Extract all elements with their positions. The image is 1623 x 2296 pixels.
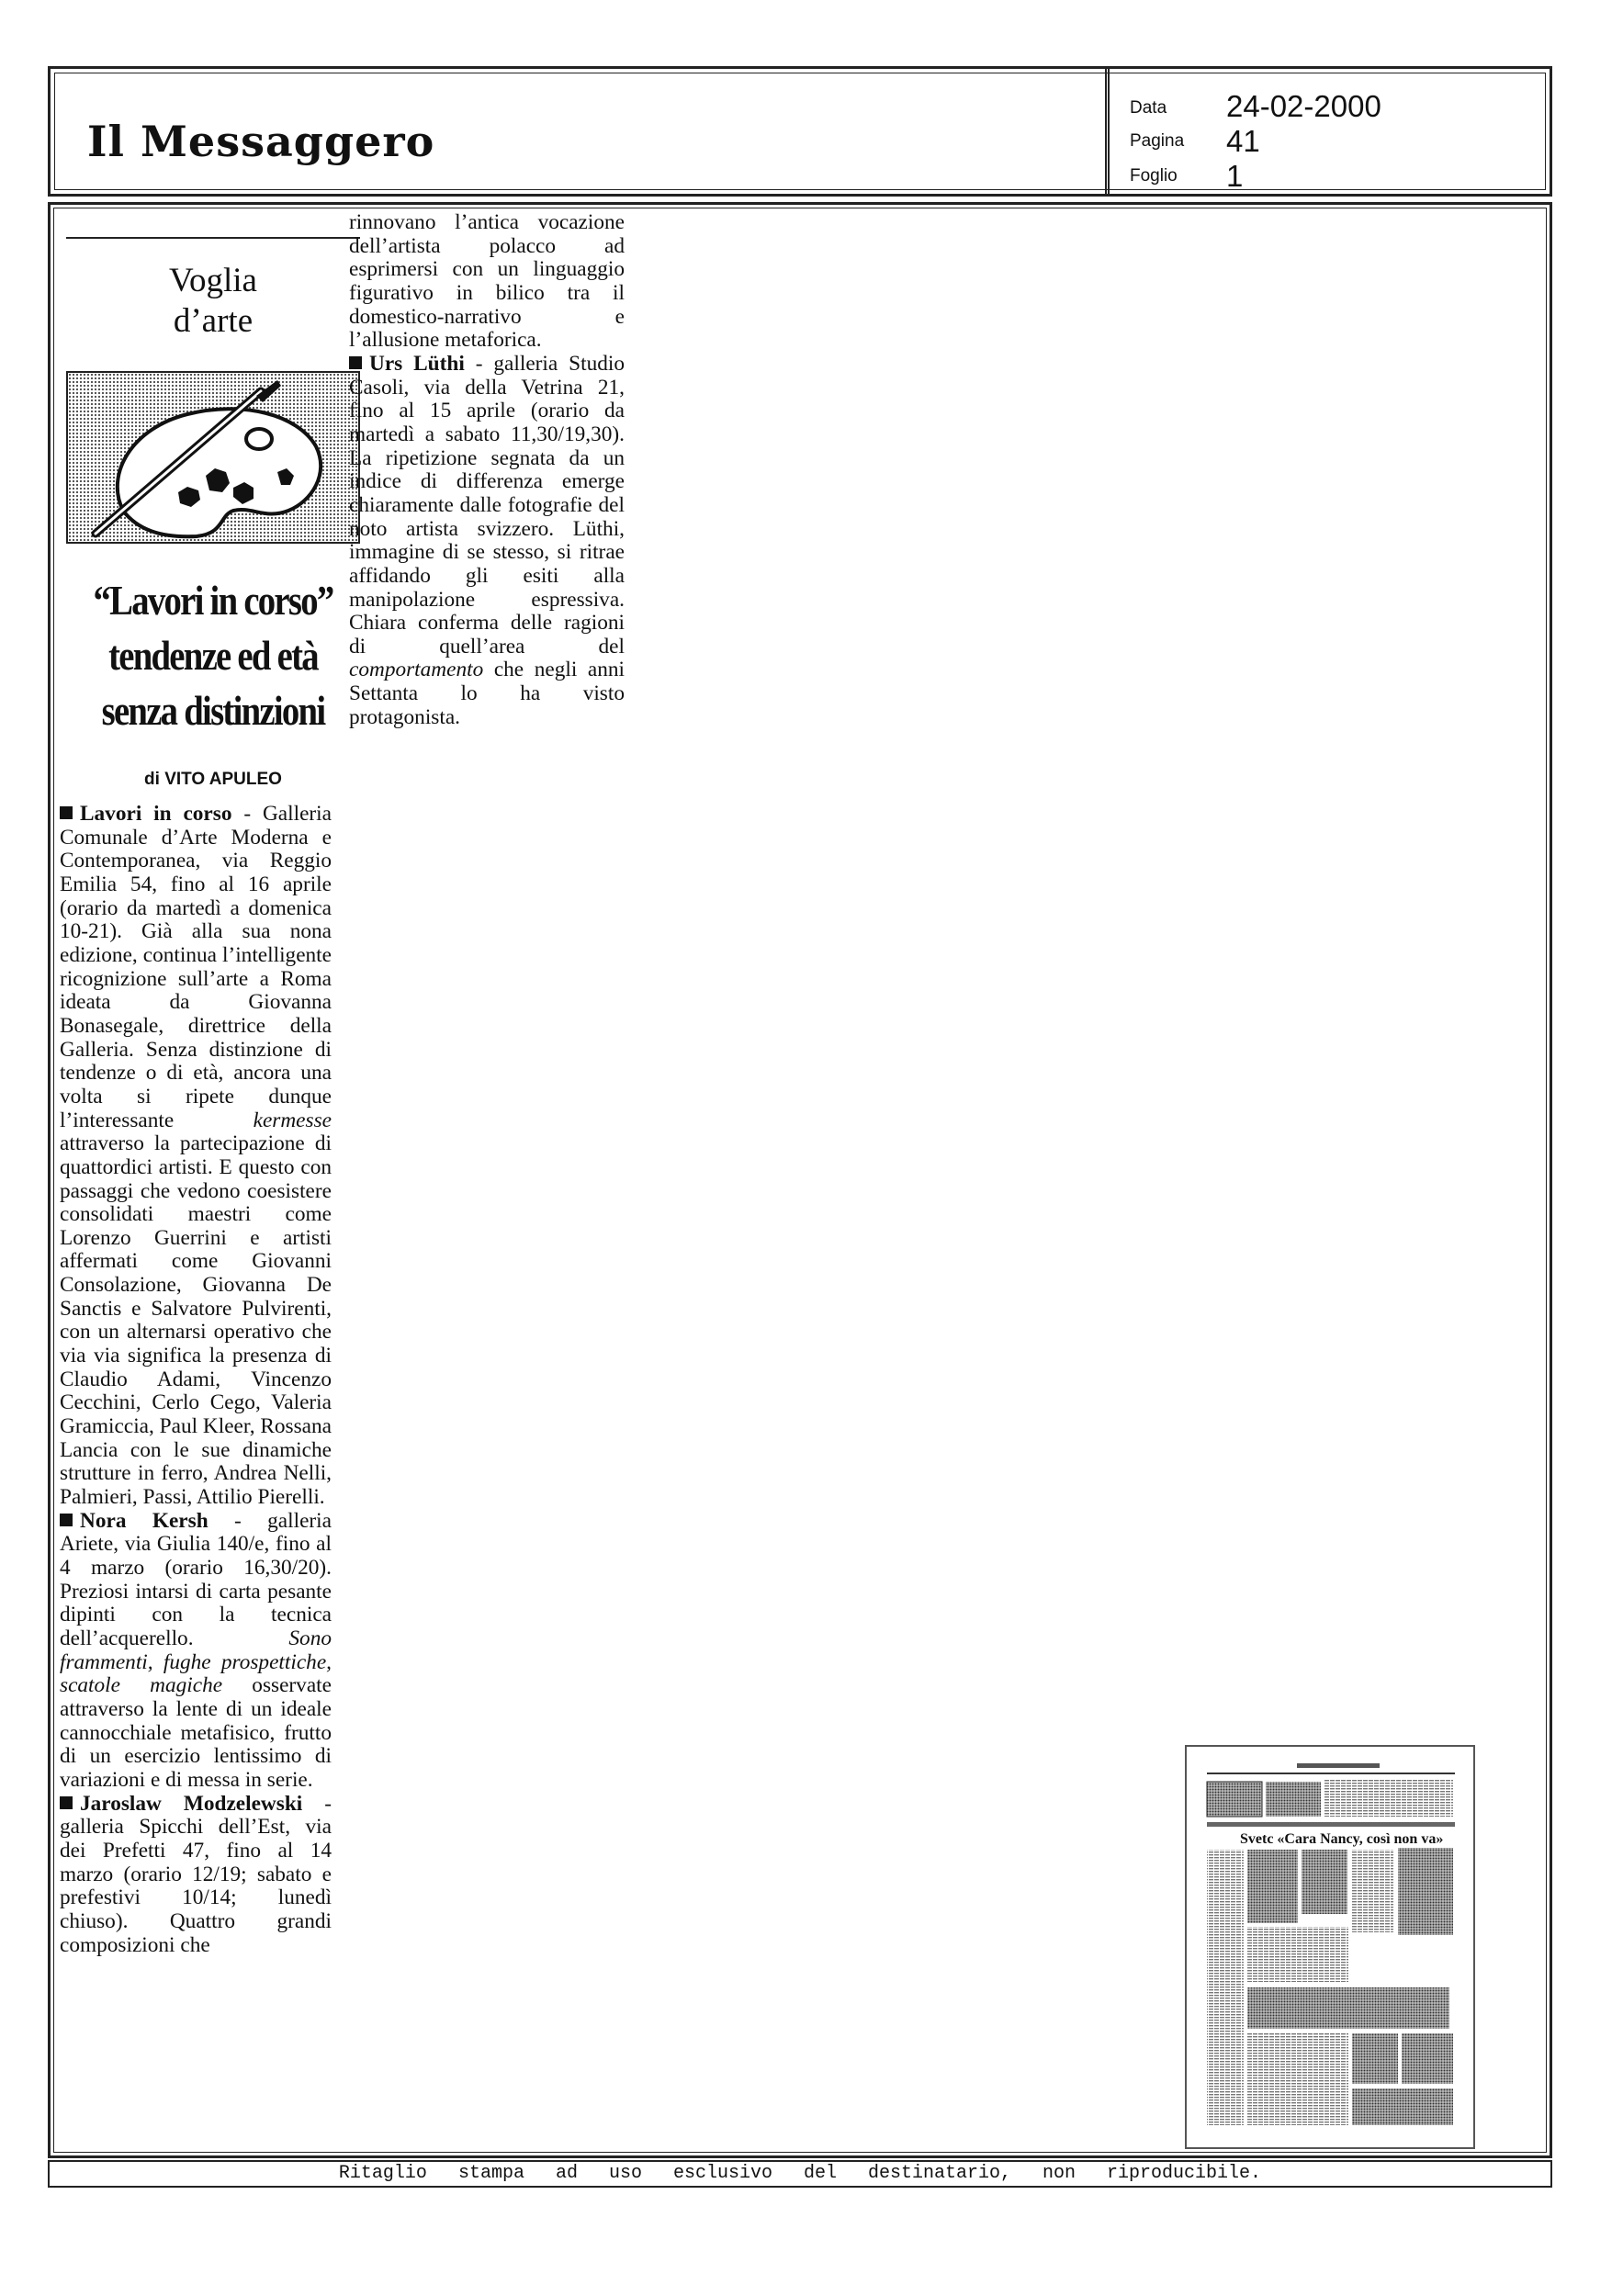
paragraph-nora-kersh <box>60 1510 332 1793</box>
meta-page-value: 41 <box>1226 124 1260 158</box>
square-bullet-icon <box>60 806 73 819</box>
square-bullet-icon <box>60 1514 73 1526</box>
clipping-footer-notice: Ritaglio stampa ad uso esclusivo del destinatario, non riproducibile. <box>48 2160 1552 2188</box>
paragraph-text: attraverso la partecipazione di quattordici artisti. E questo con passaggi che vedono coesistere consolidati maestri come Lorenzo Guerrini e artisti affermati come Giovanni Consolazione, Giovanna De Sanctis e Salvatore Pulvirenti, con un alternarsi operativo che via via significa la presenza di Claudio Adami, Vincenzo Cecchini, Cerlo Cego, Valeria Gramiccia, Paul Kleer, Rossana Lancia con le sue dinamiche strutture in ferro, Andrea Nelli, Palmieri, Passi, Attilio Pierelli. <box>60 1131 332 1510</box>
newspaper-masthead: Il Messaggero <box>87 117 435 166</box>
headline-line-1: “Lavori in corso” <box>93 578 333 624</box>
paragraph-italic: kermesse <box>253 1108 332 1132</box>
rubric-title <box>66 261 360 342</box>
paragraph-italic: comportamento <box>349 658 484 682</box>
paragraph-text: osservate attraverso la lente di un ideale cannocchiale metafisico, frutto di un esercizio lentissimo di variazioni e di messa in serie. <box>60 1673 332 1792</box>
meta-sheet-value: 1 <box>1226 159 1244 193</box>
headline-line-3: senza distinzioni <box>101 688 325 734</box>
article-headline <box>79 573 347 738</box>
paragraph-text: - galleria Ariete, via Giulia 140/e, fino al 4 marzo (orario 16,30/20). Preziosi intarsi di carta pesante dipinti con la tecnica dell’acquerello. <box>60 1508 332 1650</box>
paragraph-title: Nora Kersh <box>80 1508 209 1533</box>
meta-page-label: Pagina <box>1130 131 1185 151</box>
meta-sheet-label: Foglio <box>1130 166 1178 186</box>
article-column-2 <box>349 211 625 729</box>
headline-line-2: tendenze ed età <box>108 633 318 679</box>
paragraph-title: Lavori in corso <box>80 802 232 826</box>
paragraph-text: - galleria Spicchi dell’Est, via dei Prefetti 47, fino al 14 marzo (orario 12/19; sabato e prefestivi 10/14; lunedì chiuso). Quattro grandi composizioni che <box>60 1791 332 1957</box>
newspaper-page-thumbnail-icon <box>1185 1745 1475 2149</box>
meta-date-label: Data <box>1130 98 1167 118</box>
palette-brush-icon <box>66 371 360 544</box>
paragraph-text: - galleria Studio Casoli, via della Vetrina 21, fino al 15 aprile (orario da martedì a sabato 11,30/19,30). La ripetizione segnata da un indice di differenza emerge chiaramente dalle fotografie del noto artista svizzero. Lüthi, immagine di se stesso, si ritrae affidando gli esiti alla manipolazione espressiva. Chiara conferma delle ragioni di quell’area del <box>349 351 625 658</box>
paragraph-text: - Galleria Comunale d’Arte Moderna e Contemporanea, via Reggio Emilia 54, fino al 16 aprile (orario da martedì a domenica 10-21). Già alla sua nona edizione, continua l’intelligente ricognizione sull’arte a Roma ideata da Giovanna Bonasegale, direttrice della Galleria. Senza distinzione di tendenze o di età, ancora una volta si ripete dunque l’interessante <box>60 802 332 1132</box>
rubric-line-2: d’arte <box>173 302 254 340</box>
article-byline: di VITO APULEO <box>144 770 282 789</box>
rubric-line-1: Voglia <box>169 262 257 299</box>
paragraph-text: che negli anni Settanta lo ha visto protagonista. <box>349 658 625 729</box>
column-top-rule <box>66 237 360 239</box>
paragraph-continuation: rinnovano l’antica vocazione dell’artista polacco ad esprimersi con un linguaggio figurativo in bilico tra il domestico-narrativo e l’allusione metaforica. <box>349 210 625 353</box>
paragraph-modzelewski <box>60 1793 332 1958</box>
paragraph-urs-luthi <box>349 353 625 730</box>
square-bullet-icon <box>60 1796 73 1809</box>
thumbnail-headline: Svetc «Cara Nancy, così non va» <box>1240 1831 1444 1847</box>
square-bullet-icon <box>349 356 362 369</box>
paragraph-lavori-in-corso <box>60 803 332 1510</box>
paragraph-italic: Sono frammenti, fughe prospettiche, scatole magiche <box>60 1626 332 1698</box>
paragraph-title: Urs Lüthi <box>369 351 465 376</box>
paragraph-title: Jaroslaw Modzelewski <box>80 1791 303 1816</box>
clipping-header <box>48 66 1552 197</box>
header-separator <box>1105 69 1110 194</box>
article-column-1 <box>60 803 332 1957</box>
meta-date-value: 24-02-2000 <box>1226 89 1381 123</box>
